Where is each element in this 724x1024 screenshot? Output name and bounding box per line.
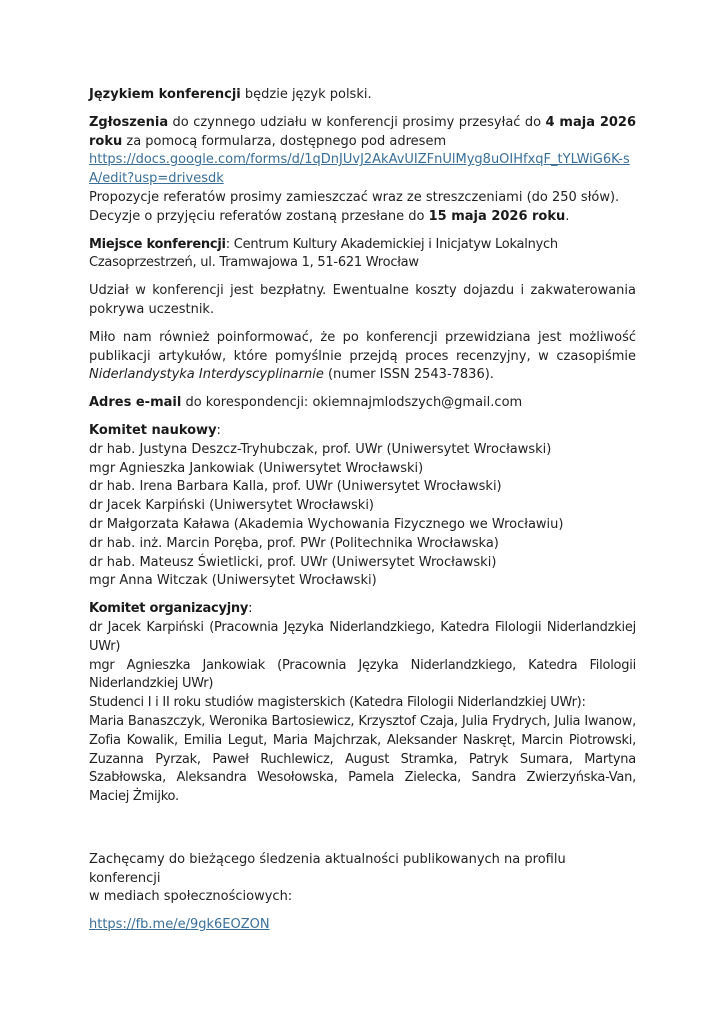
submissions-deadline: 4 maja 2026 roku — [89, 114, 637, 149]
social-paragraph — [89, 851, 636, 907]
decisions-end: . — [565, 208, 570, 224]
committee-member: dr hab. Irena Barbara Kalla, prof. UWr (Uniwersytet Wrocławski) — [89, 479, 502, 495]
organizer-member-1: dr Jacek Karpiński (Pracownia Języka Niderlandzkiego, Katedra Filologii Niderlandzkiej UWr) — [89, 619, 636, 654]
language-paragraph — [89, 86, 636, 105]
submissions-text-2: za pomocą formularza, dostępnego pod adresem — [122, 133, 447, 149]
decisions-text: Decyzje o przyjęciu referatów zostaną przesłane do — [89, 208, 429, 224]
committee-member: dr hab. Mateusz Świetlicki, prof. UWr (Uniwersytet Wrocławski) — [89, 554, 497, 570]
email-paragraph — [89, 394, 636, 413]
journal-title: Niderlandystyka Interdyscyplinarnie — [89, 367, 324, 383]
decisions-date: 15 maja 2026 roku — [428, 208, 566, 224]
fee-paragraph — [89, 282, 636, 320]
committee-member: dr hab. Justyna Deszcz-Tryhubczak, prof. UWr (Uniwersytet Wrocławski) — [89, 441, 552, 457]
venue-label: Miejsce konferencji — [89, 236, 226, 252]
committee-member: mgr Anna Witczak (Uniwersytet Wrocławski) — [89, 573, 377, 589]
facebook-event-link[interactable]: https://fb.me/e/9gk6EOZON — [89, 917, 270, 933]
social-link-paragraph — [89, 916, 636, 935]
organizing-committee-colon: : — [248, 601, 253, 617]
fee-text: Udział w konferencji jest bezpłatny. Ewentualne koszty dojazdu i zakwaterowania pokrywa uczestnik. — [89, 283, 636, 317]
submissions-label: Zgłoszenia — [89, 114, 169, 130]
submissions-text-1: do czynnego udziału w konferencji prosimy przesyłać do — [168, 114, 546, 130]
submissions-paragraph — [89, 114, 636, 227]
organizer-member-2: mgr Agnieszka Jankowiak (Pracownia Języka Niderlandzkiego, Katedra Filologii Niderlandzkiej UWr) — [89, 657, 636, 692]
social-line-1: Zachęcamy do bieżącego śledzenia aktualności publikowanych na profilu konferencji — [89, 851, 566, 886]
organizing-committee — [89, 600, 636, 807]
publication-text-1: Miło nam również poinformować, że po konferencji przewidziana jest możliwość publikacji artykułów, które pomyślnie przejdą proces recenzyjny, w czasopiśmie — [89, 329, 636, 364]
publication-paragraph — [89, 329, 636, 385]
committee-member: mgr Agnieszka Jankowiak (Uniwersytet Wrocławski) — [89, 460, 424, 476]
committee-member: dr hab. inż. Marcin Poręba, prof. PWr (Politechnika Wrocławska) — [89, 535, 499, 551]
scientific-committee-colon: : — [216, 422, 221, 438]
students-intro: Studenci I i II roku studiów magisterskich (Katedra Filologii Niderlandzkiej UWr): — [89, 695, 586, 711]
students-list: Maria Banaszczyk, Weronika Bartosiewicz, Krzysztof Czaja, Julia Frydrych, Julia Iwanow, Zofia Kowalik, Emilia Legut, Maria Majchrzak, Aleksander Naskręt, Marcin Piotrowski, Zuzanna Pyrzak, Paweł Ruchlewicz, August Stramka, Patryk Sumara, Martyna Szabłowska, Aleksandra Wesołowska, Pamela Zielecka, Sandra Zwierzyńska-Van, Maciej Żmijko. — [89, 713, 636, 805]
organizing-committee-label: Komitet organizacyjny — [89, 601, 249, 617]
email-label: Adres e-mail — [89, 395, 182, 411]
form-link[interactable]: https://docs.google.com/forms/d/1qDnJUvJ2AkAvUIZFnUlMyg8uOIHfxqF_tYLWiG6K-sA/edit?usp=drivesdk — [89, 152, 630, 187]
venue-paragraph — [89, 236, 636, 274]
language-label: Językiem konferencji — [89, 87, 241, 102]
scientific-committee — [89, 422, 636, 591]
document-page — [89, 86, 636, 944]
spacer — [89, 816, 636, 851]
language-text: będzie język polski. — [240, 87, 372, 102]
committee-member: dr Jacek Karpiński (Uniwersytet Wrocławski) — [89, 498, 375, 514]
venue-text: : Centrum Kultury Akademickiej i Inicjatyw Lokalnych Czasoprzestrzeń, ul. Tramwajowa 1, 51-621 Wrocław — [89, 236, 558, 271]
proposals-text: Propozycje referatów prosimy zamieszczać wraz ze streszczeniami (do 250 słów). — [89, 189, 620, 205]
committee-member: dr Małgorzata Kaława (Akademia Wychowania Fizycznego we Wrocławiu) — [89, 516, 564, 532]
publication-text-2: (numer ISSN 2543-7836). — [323, 367, 494, 383]
email-text: do korespondencji: okiemnajmlodszych@gmail.com — [181, 395, 523, 411]
social-line-2: w mediach społecznościowych: — [89, 889, 293, 905]
scientific-committee-label: Komitet naukowy — [89, 422, 217, 438]
